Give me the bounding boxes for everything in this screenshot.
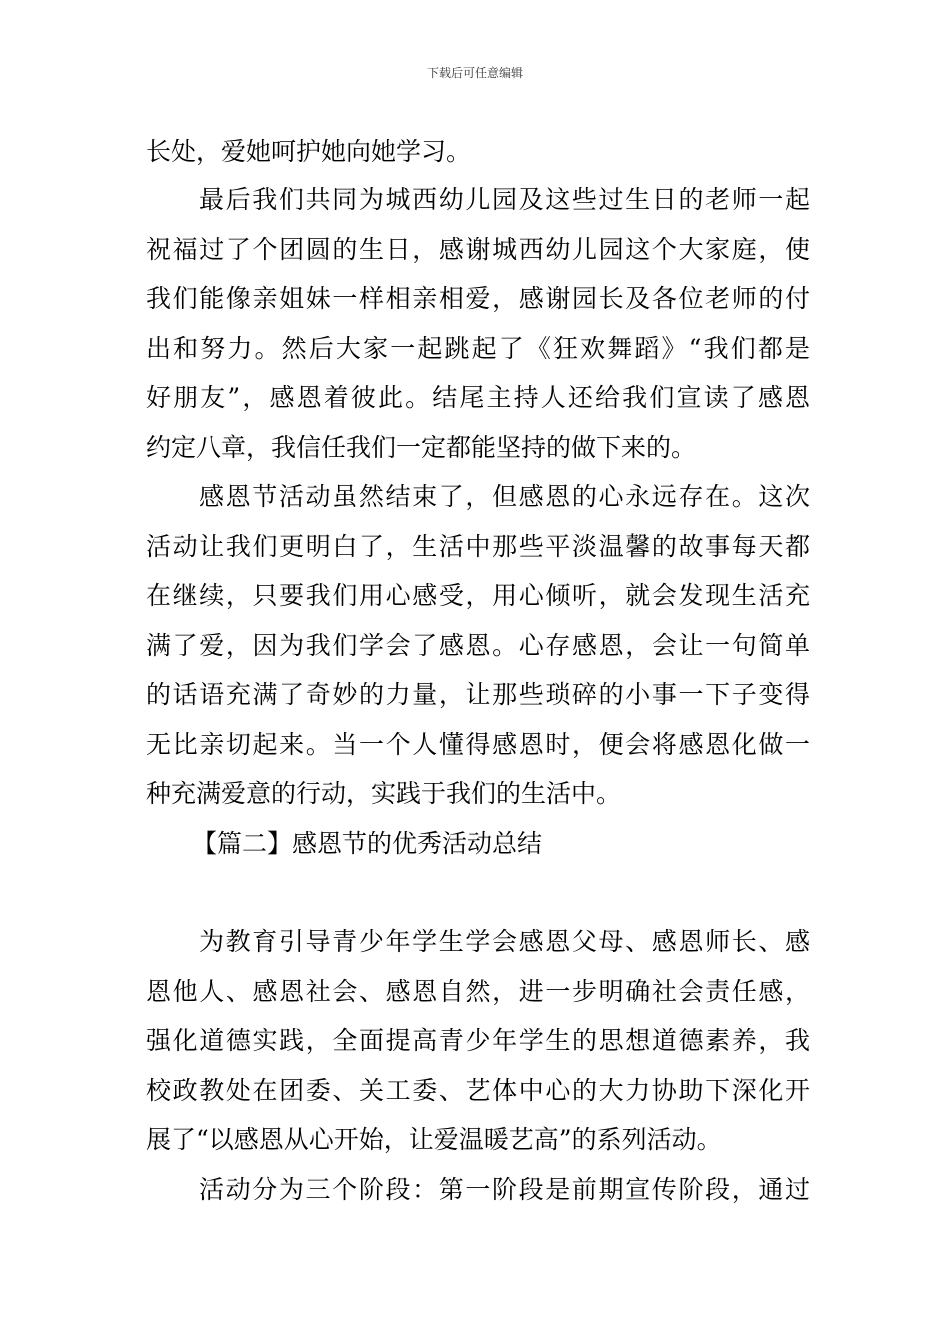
text-line: 活动让我们更明白了，生活中那些平淡温馨的故事每天都 (146, 532, 810, 561)
text-line: 祝福过了个团圆的生日，感谢城西幼儿园这个大家庭，使 (146, 235, 810, 264)
text-line: 在继续，只要我们用心感受，用心倾听，就会发现生活充 (146, 581, 810, 610)
paragraph-first-line: 最后我们共同为城西幼儿园及这些过生日的老师一起 (199, 185, 810, 214)
text-line: 长处，爱她呵护她向她学习。 (146, 137, 472, 166)
paragraph-first-line: 活动分为三个阶段：第一阶段是前期宣传阶段，通过 (199, 1175, 810, 1204)
section-heading: 【篇二】感恩节的优秀活动总结 (192, 829, 543, 858)
text-line: 无比亲切起来。当一个人懂得感恩时，便会将感恩化做一 (146, 730, 810, 759)
text-line: 出和努力。然后大家一起跳起了《狂欢舞蹈》“我们都是 (146, 334, 810, 363)
paragraph-first-line: 感恩节活动虽然结束了，但感恩的心永远存在。这次 (199, 482, 810, 511)
text-line: 恩他人、感恩社会、感恩自然，进一步明确社会责任感， (146, 977, 810, 1006)
text-line: 强化道德实践，全面提高青少年学生的思想道德素养，我 (146, 1026, 810, 1055)
text-line: 我们能像亲姐妹一样相亲相爱，感谢园长及各位老师的付 (146, 284, 810, 313)
text-line: 满了爱，因为我们学会了感恩。心存感恩，会让一句简单 (146, 631, 810, 660)
text-line: 的话语充满了奇妙的力量，让那些琐碎的小事一下子变得 (146, 680, 810, 709)
text-line: 好朋友”，感恩着彼此。结尾主持人还给我们宣读了感恩 (146, 383, 810, 412)
page-header: 下载后可任意编辑 (426, 66, 523, 80)
text-line: 种充满爱意的行动，实践于我们的生活中。 (146, 779, 622, 808)
text-line: 校政教处在团委、关工委、艺体中心的大力协助下深化开 (146, 1076, 810, 1105)
text-line: 展了“以感恩从心开始，让爱温暖艺高”的系列活动。 (146, 1125, 722, 1154)
paragraph-first-line: 为教育引导青少年学生学会感恩父母、感恩师长、感 (199, 927, 810, 956)
text-line: 约定八章，我信任我们一定都能坚持的做下来的。 (146, 433, 697, 462)
